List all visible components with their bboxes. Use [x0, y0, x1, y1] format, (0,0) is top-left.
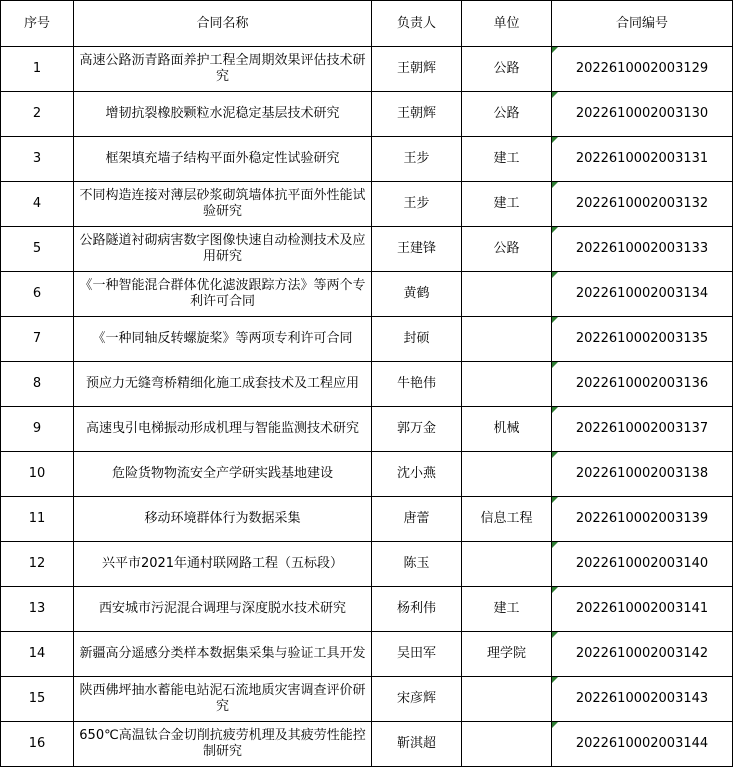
contract-name-cell: 《一种同轴反转螺旋桨》等两项专利许可合同: [74, 317, 372, 362]
seq-cell: 14: [1, 632, 74, 677]
contract-number-cell: 2022610002003141: [552, 587, 733, 632]
owner-cell: 郭万金: [372, 407, 462, 452]
owner-cell: 杨利伟: [372, 587, 462, 632]
contract-number-cell: 2022610002003138: [552, 452, 733, 497]
unit-cell: [462, 362, 552, 407]
unit-cell: 建工: [462, 137, 552, 182]
unit-cell: [462, 677, 552, 722]
seq-cell: 11: [1, 497, 74, 542]
contract-number-cell: 2022610002003132: [552, 182, 733, 227]
contract-name-cell: 650℃高温钛合金切削抗疲劳机理及其疲劳性能控制研究: [74, 722, 372, 767]
unit-cell: 公路: [462, 227, 552, 272]
unit-cell: 公路: [462, 92, 552, 137]
seq-cell: 5: [1, 227, 74, 272]
owner-cell: 王朝辉: [372, 92, 462, 137]
unit-cell: [462, 542, 552, 587]
contract-number-cell: 2022610002003137: [552, 407, 733, 452]
seq-cell: 1: [1, 47, 74, 92]
table-row: [1, 677, 733, 722]
owner-cell: 沈小燕: [372, 452, 462, 497]
contract-name-cell: 《一种智能混合群体优化滤波跟踪方法》等两个专利许可合同: [74, 272, 372, 317]
table-row: [1, 722, 733, 767]
unit-cell: [462, 452, 552, 497]
header-unit: 单位: [462, 1, 552, 47]
contract-name-cell: 框架填充墙子结构平面外稳定性试验研究: [74, 137, 372, 182]
contract-number-cell: 2022610002003134: [552, 272, 733, 317]
table-body: [1, 47, 733, 767]
unit-cell: 机械: [462, 407, 552, 452]
contract-name-cell: 高速曳引电梯振动形成机理与智能监测技术研究: [74, 407, 372, 452]
unit-cell: 建工: [462, 587, 552, 632]
table-row: [1, 272, 733, 317]
table-header-row: [1, 1, 733, 47]
owner-cell: 王步: [372, 182, 462, 227]
header-number: 合同编号: [552, 1, 733, 47]
owner-cell: 陈玉: [372, 542, 462, 587]
contract-number-cell: 2022610002003130: [552, 92, 733, 137]
seq-cell: 4: [1, 182, 74, 227]
table-row: [1, 407, 733, 452]
contract-number-cell: 2022610002003139: [552, 497, 733, 542]
table-row: [1, 632, 733, 677]
owner-cell: 唐蕾: [372, 497, 462, 542]
contract-number-cell: 2022610002003143: [552, 677, 733, 722]
unit-cell: 信息工程: [462, 497, 552, 542]
seq-cell: 13: [1, 587, 74, 632]
contract-name-cell: 不同构造连接对薄层砂浆砌筑墙体抗平面外性能试验研究: [74, 182, 372, 227]
seq-cell: 2: [1, 92, 74, 137]
contract-number-cell: 2022610002003131: [552, 137, 733, 182]
contract-name-cell: 预应力无缝弯桥精细化施工成套技术及工程应用: [74, 362, 372, 407]
contract-name-cell: 危险货物物流安全产学研实践基地建设: [74, 452, 372, 497]
unit-cell: [462, 272, 552, 317]
table-row: [1, 362, 733, 407]
unit-cell: 理学院: [462, 632, 552, 677]
seq-cell: 10: [1, 452, 74, 497]
header-name: 合同名称: [74, 1, 372, 47]
header-seq: 序号: [1, 1, 74, 47]
seq-cell: 12: [1, 542, 74, 587]
unit-cell: [462, 317, 552, 362]
owner-cell: 牛艳伟: [372, 362, 462, 407]
table-row: [1, 452, 733, 497]
seq-cell: 8: [1, 362, 74, 407]
contract-name-cell: 陕西佛坪抽水蓄能电站泥石流地质灾害调查评价研究: [74, 677, 372, 722]
table-row: [1, 47, 733, 92]
contract-name-cell: 高速公路沥青路面养护工程全周期效果评估技术研究: [74, 47, 372, 92]
owner-cell: 王步: [372, 137, 462, 182]
seq-cell: 15: [1, 677, 74, 722]
contract-number-cell: 2022610002003136: [552, 362, 733, 407]
owner-cell: 靳淇超: [372, 722, 462, 767]
seq-cell: 3: [1, 137, 74, 182]
table-row: [1, 182, 733, 227]
owner-cell: 封硕: [372, 317, 462, 362]
contract-name-cell: 增韧抗裂橡胶颗粒水泥稳定基层技术研究: [74, 92, 372, 137]
unit-cell: [462, 722, 552, 767]
unit-cell: 建工: [462, 182, 552, 227]
owner-cell: 王朝辉: [372, 47, 462, 92]
unit-cell: 公路: [462, 47, 552, 92]
contract-name-cell: 西安城市污泥混合调理与深度脱水技术研究: [74, 587, 372, 632]
contract-name-cell: 兴平市2021年通村联网路工程（五标段）: [74, 542, 372, 587]
owner-cell: 黄鹤: [372, 272, 462, 317]
table-row: [1, 227, 733, 272]
contract-number-cell: 2022610002003133: [552, 227, 733, 272]
table-row: [1, 587, 733, 632]
table-row: [1, 92, 733, 137]
contract-name-cell: 新疆高分遥感分类样本数据集采集与验证工具开发: [74, 632, 372, 677]
table-row: [1, 542, 733, 587]
seq-cell: 16: [1, 722, 74, 767]
seq-cell: 7: [1, 317, 74, 362]
contract-number-cell: 2022610002003144: [552, 722, 733, 767]
header-owner: 负责人: [372, 1, 462, 47]
table-row: [1, 317, 733, 362]
table-row: [1, 137, 733, 182]
contract-name-cell: 移动环境群体行为数据采集: [74, 497, 372, 542]
seq-cell: 6: [1, 272, 74, 317]
contract-number-cell: 2022610002003140: [552, 542, 733, 587]
seq-cell: 9: [1, 407, 74, 452]
owner-cell: 吴田军: [372, 632, 462, 677]
table-row: [1, 497, 733, 542]
contract-number-cell: 2022610002003142: [552, 632, 733, 677]
owner-cell: 王建锋: [372, 227, 462, 272]
contract-name-cell: 公路隧道衬砌病害数字图像快速自动检测技术及应用研究: [74, 227, 372, 272]
contract-number-cell: 2022610002003135: [552, 317, 733, 362]
contract-number-cell: 2022610002003129: [552, 47, 733, 92]
owner-cell: 宋彦辉: [372, 677, 462, 722]
